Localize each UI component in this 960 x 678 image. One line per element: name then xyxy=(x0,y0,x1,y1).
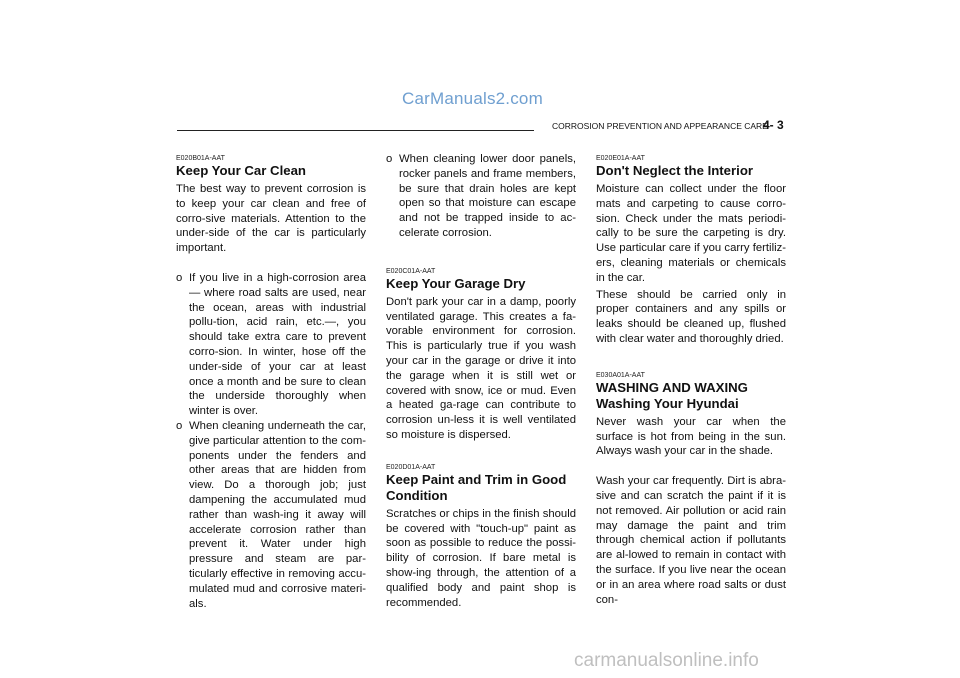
footer-watermark: carmanualsonline.info xyxy=(574,650,759,671)
section-header: CORROSION PREVENTION AND APPEARANCE CARE xyxy=(552,121,768,131)
section-code: E020C01A-AAT xyxy=(386,267,436,275)
section-code: E020D01A-AAT xyxy=(386,463,436,471)
bullet-item xyxy=(386,152,576,241)
site-logo-link[interactable]: CarManuals2.com xyxy=(402,89,543,108)
bullet-item xyxy=(176,419,366,611)
section-code: E020E01A-AAT xyxy=(596,155,645,162)
paragraph: Don't park your car in a damp, poorly ventilated garage. This creates a fa-vorable environment for corrosion. This is particularly true if you wash your car in the garage or drive it into the garage when it is still wet or covered with snow, ice or mud. Even a heated ga-rage can contribute to corrosion un-less it is well ventilated so moisture is dispersed. xyxy=(386,295,576,441)
section-title: Keep Your Garage Dry xyxy=(386,275,526,291)
section-code: E030A01A-AAT xyxy=(596,371,645,379)
bullet-item xyxy=(176,271,366,419)
bullet-text: If you live in a high-corrosion area — where road salts are used, near the ocean, areas with industrial pollu-tion, acid rain, etc.—, you should take extra care to prevent corro-sion. In winter, hose off the under-side of your car at least once a month and be sure to clean the underside thoroughly when winter is over. xyxy=(189,271,366,418)
header-rule xyxy=(177,130,534,131)
section-title: Don't Neglect the Interior xyxy=(596,163,754,178)
section-title: Keep Paint and Trim in Good Condition xyxy=(386,471,567,503)
paragraph: Moisture can collect under the floor mats and carpeting to cause corro-sion. Check under the mats periodi-cally to be sure the carpeting is dry. Use particular care if you carry fertiliz-ers, cleaning materials or chemicals in the car. xyxy=(596,183,786,284)
paragraph: Wash your car frequently. Dirt is abra-sive and can scratch the paint if it is not removed. Air pollution or acid rain may damage the paint and trim through chemical action if pollutants are al-lowed to remain in contact with the surface. If you live near the ocean or in an area where road salts or dust con- xyxy=(596,475,786,606)
bullet-text: When cleaning lower door panels, rocker panels and frame members, be sure that drain holes are kept open so that moisture can escape and not be trapped inside to ac-celerate corrosion. xyxy=(399,153,576,239)
section-subtitle: Washing Your Hyundai xyxy=(596,395,739,411)
column-2 xyxy=(386,152,576,612)
paragraph: The best way to prevent corrosion is to keep your car clean and free of corro-sive materials. Attention to the under-side of the car is particularly important. xyxy=(176,183,366,255)
column-1 xyxy=(176,152,366,611)
bullet-mark: o xyxy=(176,419,183,432)
section-title: Keep Your Car Clean xyxy=(176,163,306,178)
paragraph: These should be carried only in proper containers and any spills or leaks should be cleaned up, flushed with clear water and thoroughly dried. xyxy=(596,288,786,345)
section-title: WASHING AND WAXING xyxy=(596,379,748,395)
column-3 xyxy=(596,152,786,609)
bullet-mark: o xyxy=(176,271,183,284)
paragraph: Never wash your car when the surface is hot from being in the sun. Always wash your car in the shade. xyxy=(596,415,786,458)
paragraph: Scratches or chips in the finish should be covered with "touch-up" paint as soon as possible to reduce the possi-bility of corrosion. If bare metal is show-ing through, the attention of a qualified body and paint shop is recommended. xyxy=(386,507,576,609)
bullet-text: When cleaning underneath the car, give particular attention to the com-ponents under the fenders and other areas that are hidden from view. Do a thorough job; just dampening the accumulated mud rather than wash-ing it away will accelerate corrosion rather than prevent it. Water under high pressure and steam are par-ticularly effective in removing accu-mulated mud and corrosive materi-als. xyxy=(189,419,366,610)
page-number: 4- 3 xyxy=(763,118,784,132)
section-code: E020B01A-AAT xyxy=(176,155,225,162)
bullet-mark: o xyxy=(386,153,393,165)
